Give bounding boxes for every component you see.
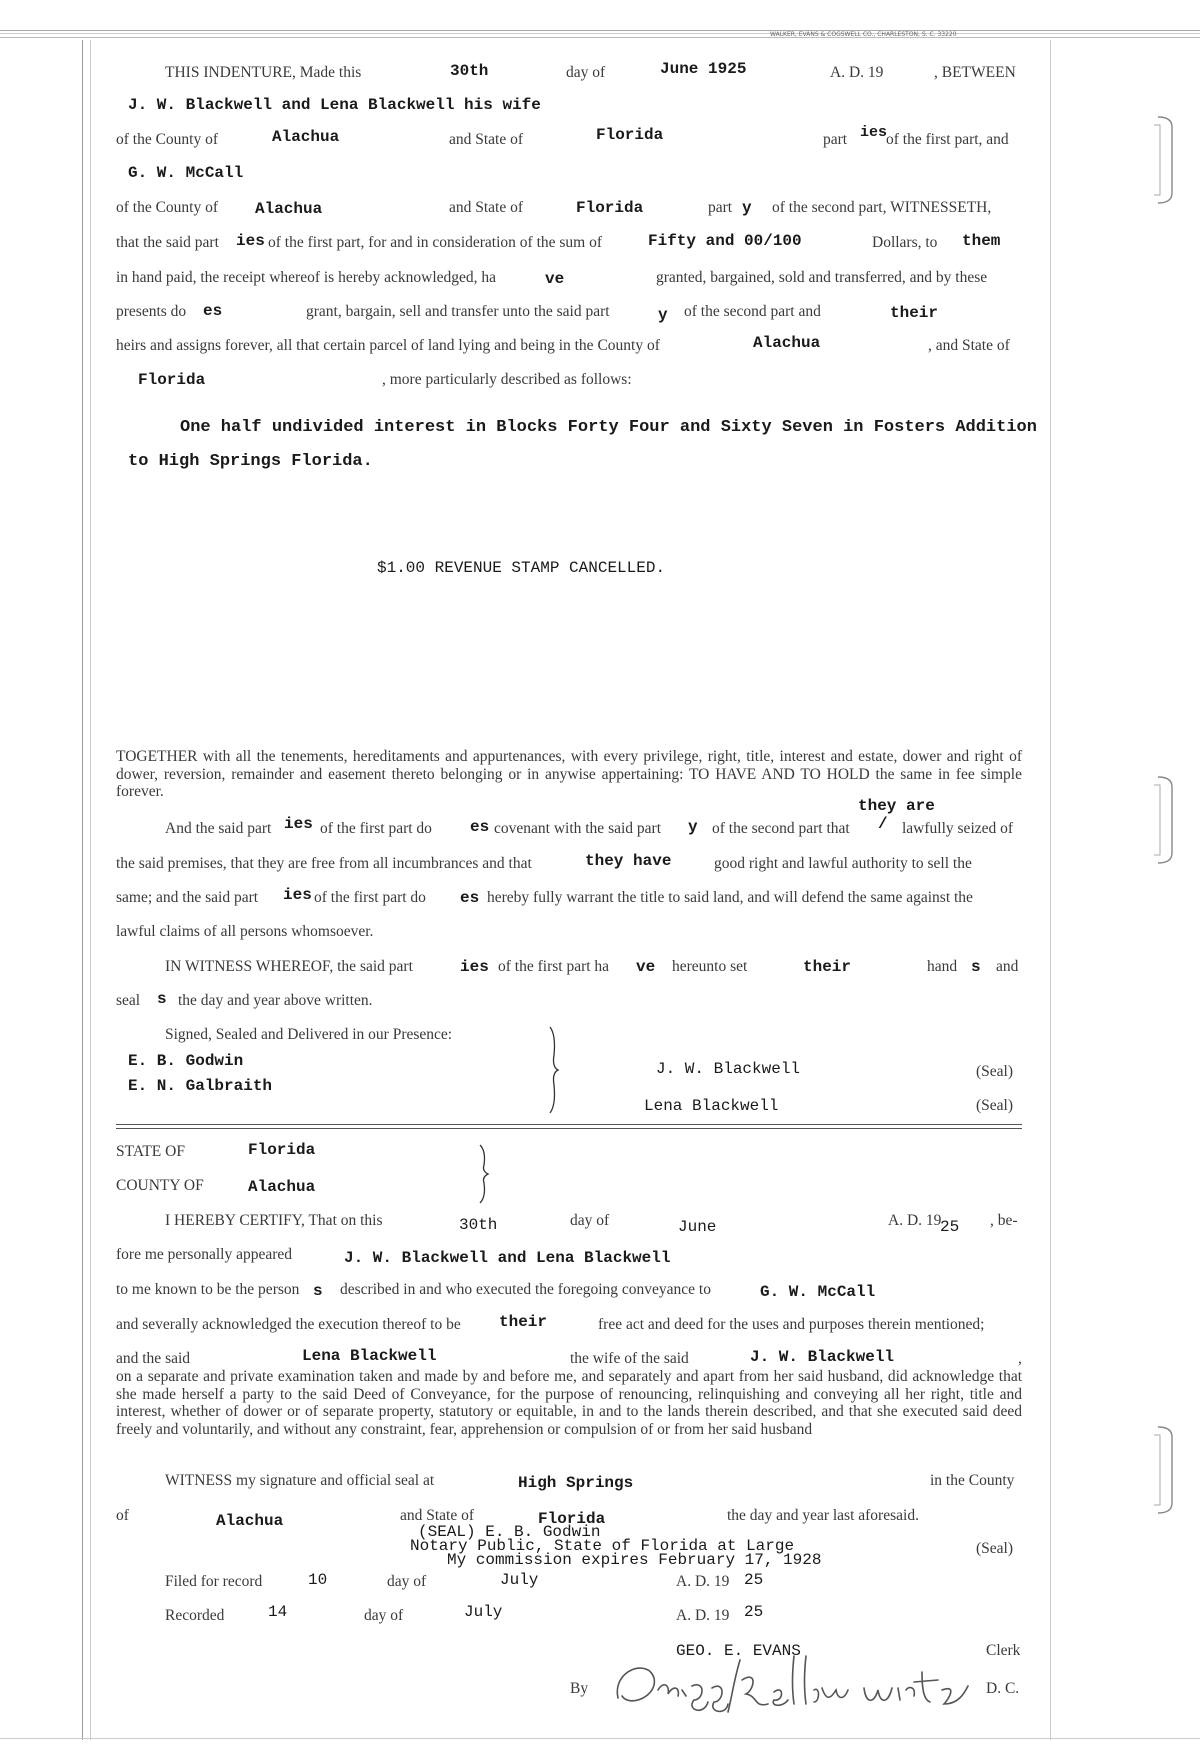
by-label: By — [570, 1680, 589, 1697]
brace-icon — [478, 1143, 492, 1205]
separate-examination-text: on a separate and private examination taken and made by and before me, and separately and apart from her said husband, did acknowledge that she made herself a party to the said Deed of Conveyance, for the purpose of renouncing, relinquishing and conveying all her right, title and interest, whether of dower or of separate property, statutory or equitable, in and to the lands therein described, and that she executed said deed freely and voluntarily, and without any constraint, fear, apprehension or compulsion of or from her said husband — [116, 1368, 1022, 1438]
seal-mark: (Seal) — [976, 1097, 1014, 1114]
have-suffix: ve — [545, 270, 565, 288]
seal-mark: (Seal) — [976, 1063, 1014, 1080]
seal-mark: (Seal) — [976, 1540, 1014, 1557]
consideration-text: of the first part, for and in consideration of the sum of — [268, 234, 603, 251]
covenant-text-b: of the first part do — [320, 820, 432, 837]
covenant-text-a: And the said part — [165, 820, 272, 837]
ack-state: Florida — [248, 1141, 316, 1159]
land-description-line-2: to High Springs Florida. — [128, 452, 373, 471]
second-party-name: G. W. McCall — [128, 164, 244, 182]
in-county-label: in the County — [930, 1472, 1015, 1489]
state-of-label: , and State of — [928, 337, 1010, 354]
husband-name: J. W. Blackwell — [750, 1348, 895, 1366]
state-of-label: and State of — [449, 199, 524, 216]
binding-clip-icon — [1148, 115, 1178, 205]
second-party-state: Florida — [576, 199, 644, 217]
comma: , — [1018, 1350, 1022, 1367]
indenture-heading: THIS INDENTURE, Made this — [165, 64, 362, 81]
part-suffix: ies — [860, 124, 888, 141]
dollars-to-label: Dollars, to — [872, 234, 938, 251]
notary-title: Notary Public, State of Florida at Large — [410, 1537, 795, 1555]
top-border-rule — [0, 30, 1200, 31]
filed-day: 10 — [308, 1571, 328, 1589]
between-label: , BETWEEN — [934, 64, 1016, 81]
appeared-names: J. W. Blackwell and Lena Blackwell — [344, 1249, 671, 1267]
right-margin-rule — [1050, 40, 1051, 1740]
covenant-text-2a: the said premises, that they are free from all incumbrances and that — [116, 855, 532, 872]
hands-suffix: s — [971, 958, 981, 976]
notary-state: Florida — [538, 1510, 606, 1528]
clerk-label: Clerk — [986, 1642, 1021, 1659]
day-of-label: day of — [566, 64, 606, 81]
top-border-rule-2 — [0, 33, 1200, 34]
ack-county: Alachua — [248, 1178, 316, 1196]
signed-presence-label: Signed, Sealed and Delivered in our Presence: — [165, 1026, 453, 1043]
said-label: and the said — [116, 1350, 191, 1367]
binding-clip-icon — [1148, 775, 1178, 865]
section-divider — [116, 1128, 1022, 1129]
seals-suffix: s — [157, 990, 167, 1008]
ad-label: A. D. 19 — [676, 1607, 730, 1624]
indenture-day: 30th — [450, 62, 489, 80]
first-part-label: of the first part, and — [886, 131, 1009, 148]
described-as-label: , more particularly described as follows: — [382, 371, 632, 388]
parties-suffix: ies — [460, 958, 489, 976]
signer-name: J. W. Blackwell — [656, 1060, 801, 1078]
day-of-label: day of — [364, 1607, 404, 1624]
day-of-label: day of — [387, 1573, 427, 1590]
ack-grantee: G. W. McCall — [760, 1283, 876, 1301]
together-clause: TOGETHER with all the tenements, hereditaments and appurtenances, with every privilege, right, title, interest and estate, dower and right of dower, reversion, remainder and easement thereto belonging or in anywise appertaining: TO HAVE AND TO HOLD the same in fee simple forever. — [116, 748, 1022, 800]
heirs-text: heirs and assigns forever, all that certain parcel of land lying and being in the County of — [116, 337, 660, 354]
ack-month: June — [678, 1218, 717, 1236]
part-suffix: y — [658, 306, 668, 324]
recorded-year: 25 — [744, 1603, 764, 1621]
witness-text-b: of the first part ha — [498, 958, 610, 975]
have-suffix: ve — [636, 958, 656, 976]
known-label-a: to me known to be the person — [116, 1281, 300, 1298]
ad-label: A. D. 19 — [888, 1212, 942, 1229]
they-have-insert: they have — [585, 852, 672, 870]
second-part-and-label: of the second part and — [684, 303, 821, 320]
ack-day: 30th — [459, 1216, 498, 1234]
ad-label: A. D. 19 — [676, 1573, 730, 1590]
recorded-month: July — [464, 1603, 503, 1621]
notary-place: High Springs — [518, 1474, 634, 1492]
signer-name: Lena Blackwell — [644, 1097, 779, 1115]
certify-text-a: I HEREBY CERTIFY, That on this — [165, 1212, 383, 1229]
filed-year: 25 — [744, 1571, 764, 1589]
witness-seal-label: WITNESS my signature and official seal at — [165, 1472, 435, 1489]
ack-year: 25 — [940, 1218, 960, 1236]
wife-name: Lena Blackwell — [302, 1347, 437, 1365]
left-margin-rule — [82, 40, 83, 1740]
covenant-text-2b: good right and lawful authority to sell the — [714, 855, 972, 872]
presents-label: presents do — [116, 303, 187, 320]
county-of-label: of the County of — [116, 131, 219, 148]
indenture-month-year: June 1925 — [660, 60, 747, 78]
bottom-border-rule — [0, 1738, 1200, 1739]
first-parties-names: J. W. Blackwell and Lena Blackwell his wife — [128, 96, 541, 114]
binding-clip-icon — [1148, 1425, 1178, 1515]
consideration-amount: Fifty and 00/100 — [648, 232, 802, 250]
handwritten-signature — [608, 1650, 978, 1720]
party-suffix: y — [688, 818, 698, 836]
wife-of-label: the wife of the said — [570, 1350, 689, 1367]
severally-label: and severally acknowledged the execution thereof to be — [116, 1316, 461, 1333]
filed-label: Filed for record — [165, 1573, 263, 1590]
parties-suffix: ies — [283, 886, 312, 904]
part-label: part — [708, 199, 733, 216]
covenant-text-d: of the second part that — [712, 820, 850, 837]
first-party-state: Florida — [596, 126, 664, 144]
witness-text-e: and — [996, 958, 1019, 975]
land-county: Alachua — [753, 334, 821, 352]
seal-label: seal — [116, 992, 141, 1009]
transfer-text: grant, bargain, sell and transfer unto the said part — [306, 303, 610, 320]
notary-commission: My commission expires February 17, 1928 — [447, 1551, 822, 1569]
land-description-line-1: One half undivided interest in Blocks Forty Four and Sixty Seven in Fosters Addition — [180, 418, 1037, 437]
witness-text-f: the day and year above written. — [178, 992, 373, 1009]
top-border-rule-3 — [0, 37, 1200, 38]
state-of-label: STATE OF — [116, 1143, 185, 1160]
of-label: of — [116, 1507, 129, 1524]
insert-slash: / — [878, 815, 888, 833]
parties-suffix: ies — [284, 815, 313, 833]
their-heirs: their — [890, 304, 939, 322]
witness-text-c: hereunto set — [672, 958, 748, 975]
ad-label: A. D. 19 — [830, 64, 884, 81]
receipt-text: in hand paid, the receipt whereof is hereby acknowledged, ha — [116, 269, 497, 286]
last-aforesaid-label: the day and year last aforesaid. — [727, 1507, 919, 1524]
does-suffix: es — [460, 889, 480, 907]
witness-text-a: IN WITNESS WHEREOF, the said part — [165, 958, 413, 975]
witness-name: E. B. Godwin — [128, 1052, 244, 1070]
notary-seal-signature: (SEAL) E. B. Godwin — [418, 1523, 601, 1541]
free-act-label: free act and deed for the uses and purposes therein mentioned; — [598, 1316, 985, 1333]
does-suffix: es — [470, 818, 490, 836]
covenant-text-e: lawfully seized of — [902, 820, 1014, 837]
granted-text: granted, bargained, sold and transferred, and by these — [656, 269, 988, 286]
covenant-text-3b: of the first part do — [314, 889, 426, 906]
clerk-name: GEO. E. EVANS — [676, 1642, 801, 1660]
persons-suffix: s — [313, 1282, 323, 1300]
state-of-label: and State of — [400, 1507, 475, 1524]
covenant-text-3c: hereby fully warrant the title to said land, and will defend the same against the — [487, 889, 973, 906]
part-suffix: y — [742, 199, 752, 217]
second-party-county: Alachua — [255, 200, 323, 218]
part-suffix: ies — [236, 232, 265, 250]
before-label: , be- — [990, 1212, 1018, 1229]
recorded-day: 14 — [268, 1603, 288, 1621]
recorded-label: Recorded — [165, 1607, 225, 1624]
first-party-county: Alachua — [272, 128, 340, 146]
known-label-b: described in and who executed the foregoing conveyance to — [340, 1281, 711, 1298]
dc-label: D. C. — [986, 1680, 1020, 1697]
brace-icon — [548, 1025, 562, 1115]
revenue-stamp-note: $1.00 REVENUE STAMP CANCELLED. — [377, 559, 666, 577]
covenant-text-4: lawful claims of all persons whomsoever. — [116, 923, 374, 940]
section-divider — [116, 1124, 1022, 1125]
paid-to: them — [962, 232, 1001, 250]
witness-name: E. N. Galbraith — [128, 1077, 273, 1095]
does-suffix: es — [203, 302, 223, 320]
left-margin-rule-2 — [90, 40, 91, 1740]
county-of-label: of the County of — [116, 199, 219, 216]
notary-county: Alachua — [216, 1512, 284, 1530]
appeared-label: fore me personally appeared — [116, 1246, 293, 1263]
day-of-label: day of — [570, 1212, 610, 1229]
their-act: their — [499, 1313, 548, 1331]
consideration-label: that the said part — [116, 234, 219, 251]
second-part-label: of the second part, WITNESSETH, — [772, 199, 992, 216]
land-state: Florida — [138, 371, 206, 389]
part-label: part — [823, 131, 848, 148]
state-of-label: and State of — [449, 131, 524, 148]
printer-imprint: WALKER, EVANS & COGSWELL CO., CHARLESTON, S. C. 33220 — [770, 31, 957, 38]
covenant-text-3a: same; and the said part — [116, 889, 259, 906]
their-hands: their — [803, 958, 852, 976]
filed-month: July — [500, 1571, 539, 1589]
they-are-insert: they are — [858, 797, 935, 815]
covenant-text-c: covenant with the said part — [494, 820, 662, 837]
county-of-label: COUNTY OF — [116, 1177, 204, 1194]
witness-text-d: hand — [927, 958, 958, 975]
